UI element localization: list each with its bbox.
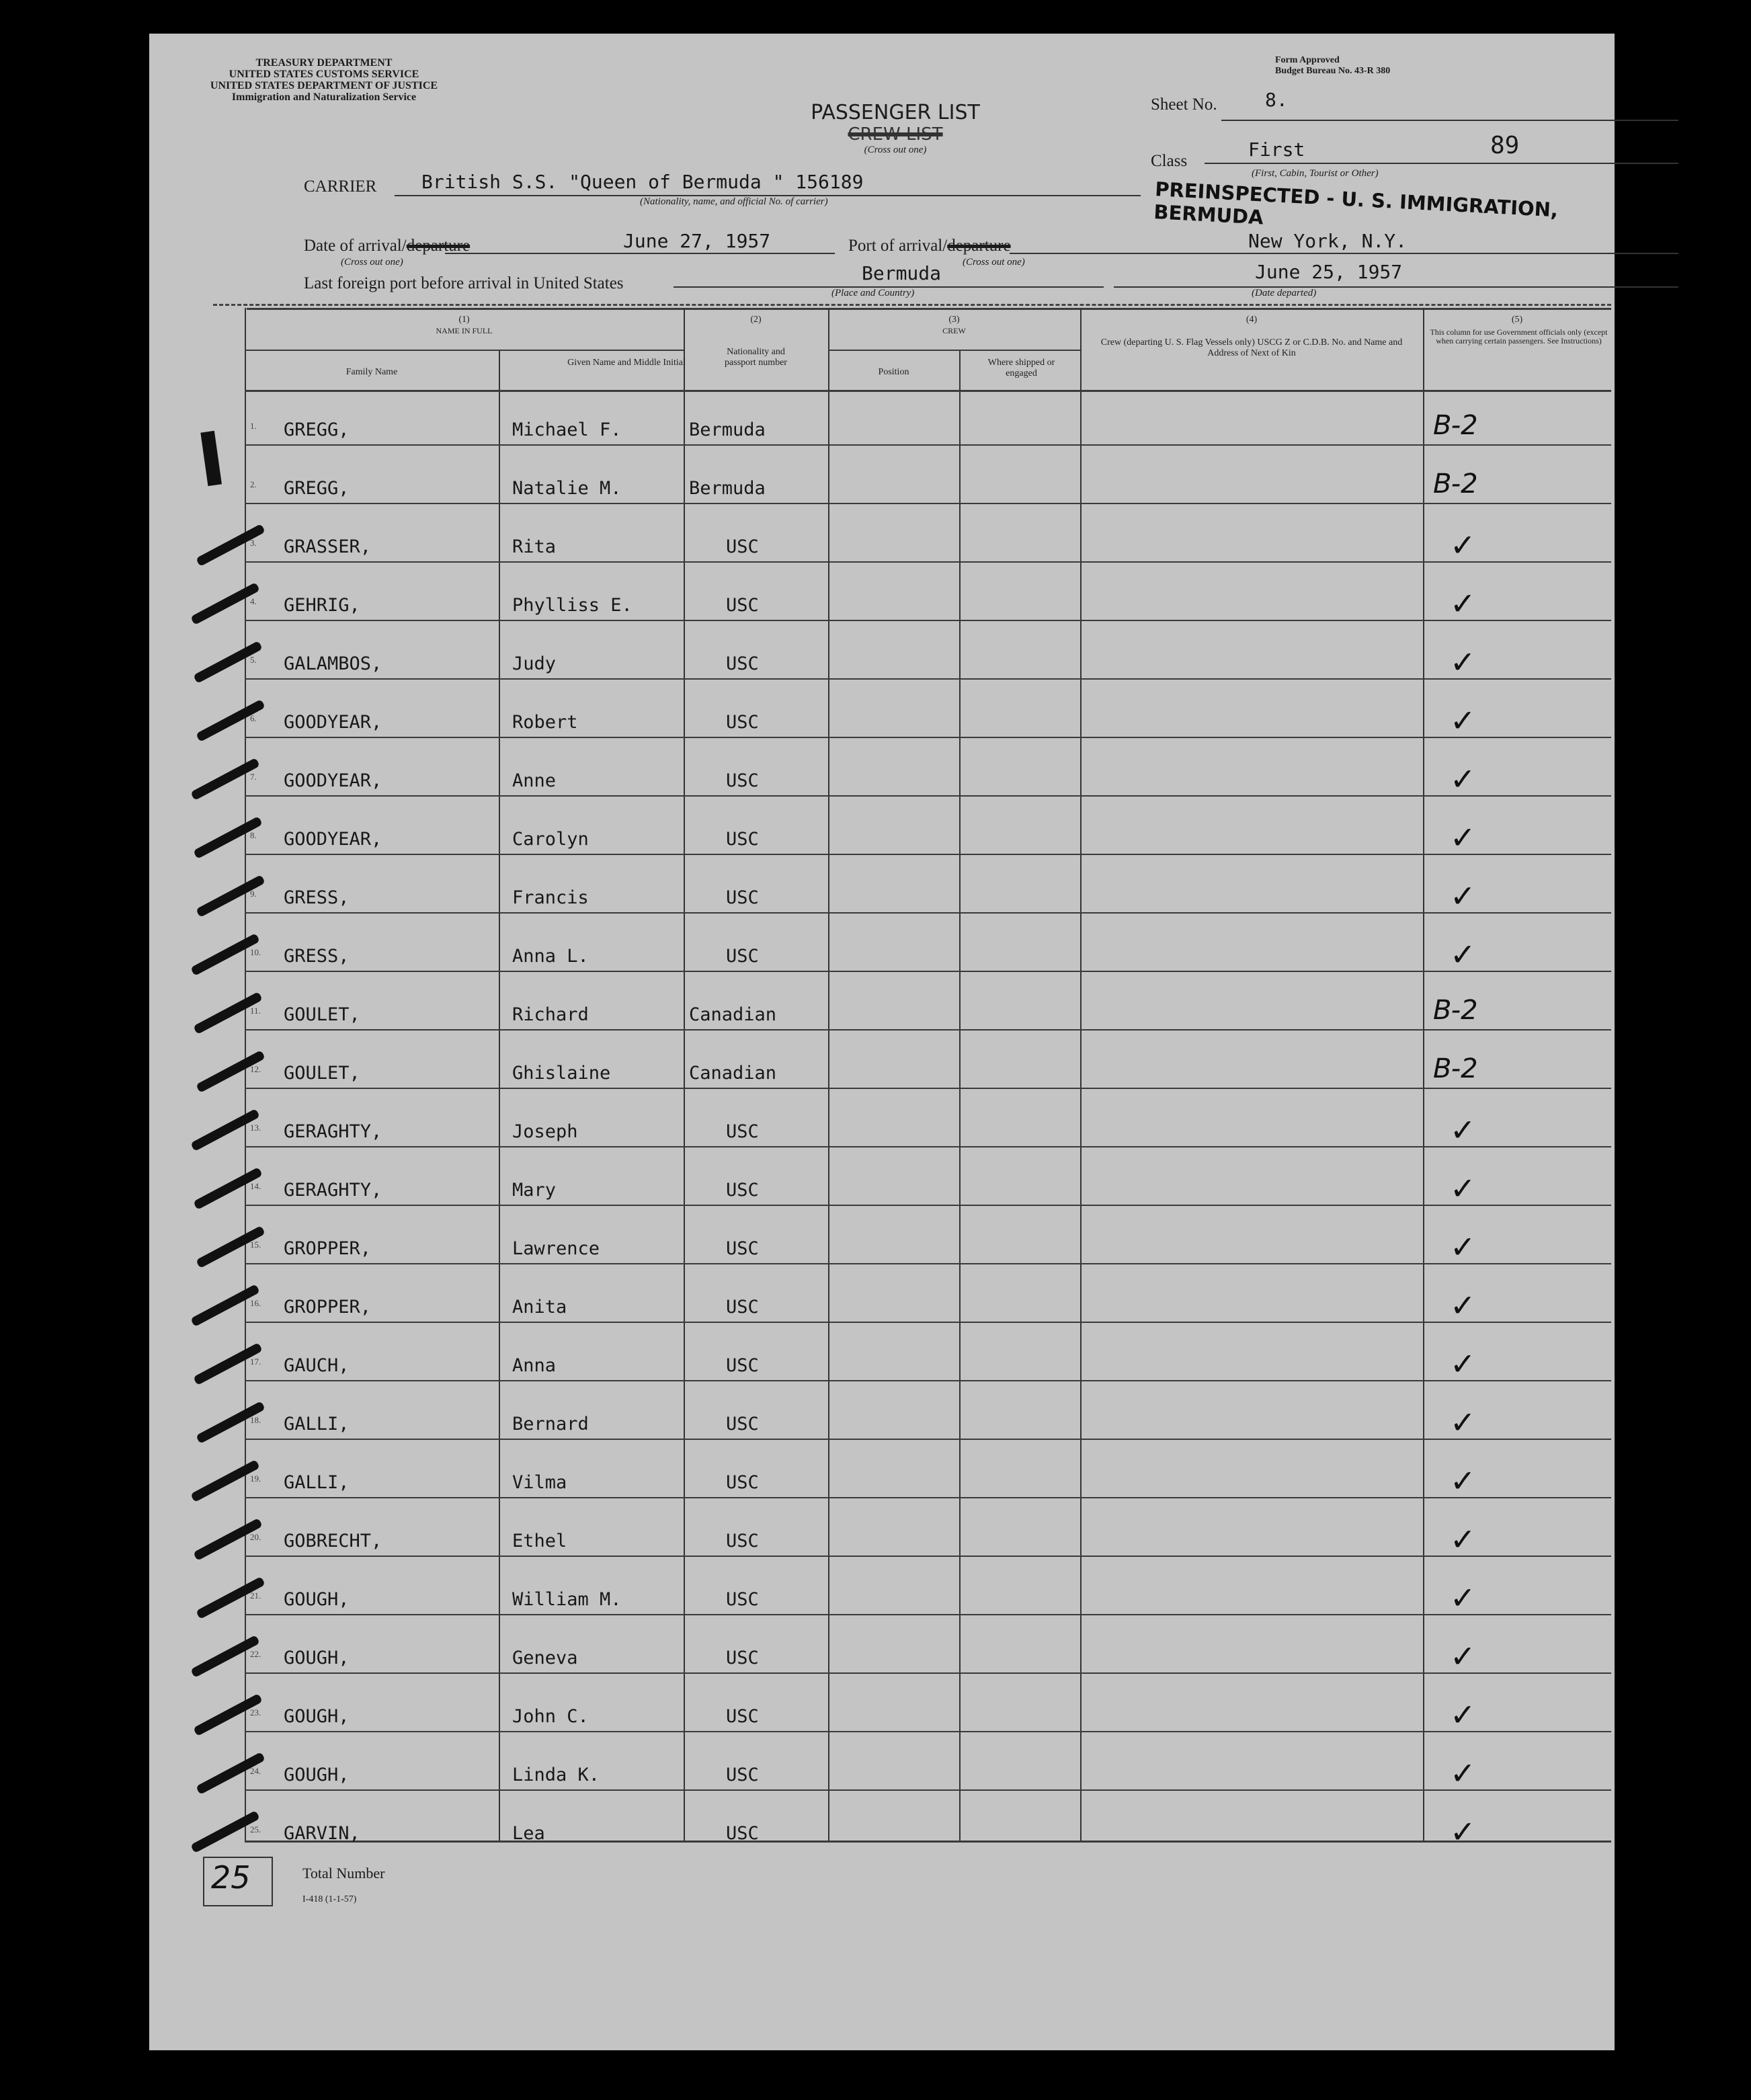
last-port-date-hint: (Date departed) — [1252, 288, 1317, 298]
row-number: 21. — [250, 1590, 261, 1601]
row-rule-7 — [245, 795, 1611, 797]
header-bottom-rule — [245, 390, 1611, 392]
port-arrival-label: Port of arrival/departure — [848, 237, 1011, 255]
tally-roman-one: I — [192, 415, 231, 505]
given-name: Michael F. — [512, 419, 622, 440]
nationality: USC — [726, 1121, 759, 1142]
row-number: 18. — [250, 1415, 261, 1425]
form-code: I-418 (1-1-57) — [302, 1894, 357, 1904]
family-name: GREGG, — [284, 478, 350, 499]
row-rule-11 — [245, 1029, 1611, 1031]
document-page — [149, 34, 1615, 2050]
given-name: Phylliss E. — [512, 595, 633, 616]
check-mark-icon: ✓ — [1450, 1697, 1476, 1733]
row-number: 10. — [250, 947, 261, 957]
nationality: USC — [726, 1706, 759, 1727]
row-rule-18 — [245, 1439, 1611, 1440]
given-name: Mary — [512, 1180, 557, 1201]
agency-line-3: UNITED STATES DEPARTMENT OF JUSTICE — [210, 80, 438, 91]
date-arrival-text: Date of arrival — [304, 237, 402, 255]
visa-class-mark: B-2 — [1433, 410, 1478, 441]
row-number: 5. — [250, 655, 257, 665]
check-mark-icon: ✓ — [1450, 585, 1476, 622]
port-arrival-text: Port of arrival — [848, 237, 943, 255]
page-number: 89 — [1490, 132, 1520, 159]
given-name: Anita — [512, 1297, 567, 1318]
title-block — [795, 101, 996, 156]
date-arrival-hint: (Cross out one) — [341, 257, 403, 268]
check-mark-icon: ✓ — [1450, 1580, 1476, 1616]
port-departure-crossed: departure — [947, 237, 1011, 255]
date-arrival-rule — [445, 253, 835, 254]
nationality: USC — [726, 1180, 759, 1201]
nationality: Bermuda — [689, 419, 766, 440]
port-arrival-hint: (Cross out one) — [963, 257, 1025, 268]
given-name: John C. — [512, 1706, 589, 1727]
last-port-rule — [674, 286, 1104, 288]
given-name: Bernard — [512, 1414, 589, 1435]
col1b-heading: Given Name and Middle Initial — [567, 358, 686, 368]
row-number: 8. — [250, 830, 257, 840]
check-mark-icon: ✓ — [1450, 1170, 1476, 1207]
row-rule-13 — [245, 1146, 1611, 1147]
col4-title: Crew (departing U. S. Flag Vessels only) USCG Z or C.D.B. No. and Name and Address of Next of Kin — [1100, 337, 1403, 358]
check-mark-icon: ✓ — [1450, 1521, 1476, 1558]
family-name: GALAMBOS, — [284, 653, 382, 674]
check-mark-icon: ✓ — [1450, 878, 1476, 914]
family-name: GALLI, — [284, 1472, 350, 1493]
col5-title: This column for use Government officials only (except when carrying certain passengers. See Instructions) — [1430, 327, 1608, 346]
col4-num: (4) — [1246, 315, 1258, 325]
given-name: Anna L. — [512, 946, 589, 967]
class-hint: (First, Cabin, Tourist or Other) — [1252, 168, 1379, 179]
col-divider-2 — [684, 308, 685, 1841]
last-port-hint: (Place and Country) — [831, 288, 915, 298]
carrier-value: British S.S. "Queen of Bermuda " 156189 — [421, 171, 864, 193]
nationality: USC — [726, 595, 759, 616]
row-rule-21 — [245, 1614, 1611, 1615]
nationality: USC — [726, 712, 759, 733]
row-number: 20. — [250, 1532, 261, 1542]
row-rule-25 — [245, 1841, 1611, 1843]
nationality: USC — [726, 1765, 759, 1785]
given-name: Geneva — [512, 1648, 578, 1668]
nationality: USC — [726, 1414, 759, 1435]
row-rule-19 — [245, 1497, 1611, 1498]
visa-class-mark: B-2 — [1433, 469, 1478, 499]
family-name: GROPPER, — [284, 1238, 372, 1259]
nationality: USC — [726, 653, 759, 674]
family-name: GOUGH, — [284, 1706, 350, 1727]
row-number: 7. — [250, 772, 257, 782]
row-rule-24 — [245, 1789, 1611, 1791]
col3b-heading: Where shipped or engaged — [987, 358, 1055, 378]
row-number: 24. — [250, 1766, 261, 1776]
row-number: 11. — [250, 1006, 261, 1016]
last-port-date-rule — [1114, 286, 1678, 288]
last-port-value: Bermuda — [862, 262, 942, 284]
check-mark-icon: ✓ — [1450, 819, 1476, 856]
given-name: Anna — [512, 1355, 557, 1376]
row-rule-20 — [245, 1556, 1611, 1557]
row-rule-12 — [245, 1088, 1611, 1089]
check-mark-icon: ✓ — [1450, 527, 1476, 563]
nationality: USC — [726, 1648, 759, 1668]
row-number: 25. — [250, 1824, 261, 1834]
col3a-heading: Position — [878, 367, 909, 377]
check-mark-icon: ✓ — [1450, 1638, 1476, 1674]
row-number: 16. — [250, 1298, 261, 1308]
given-name: Natalie M. — [512, 478, 622, 499]
col3-heading — [828, 315, 1080, 336]
row-rule-3 — [245, 561, 1611, 563]
visa-class-mark: B-2 — [1433, 995, 1478, 1026]
col2-num: (2) — [750, 315, 762, 325]
check-mark-icon: ✓ — [1450, 1287, 1476, 1324]
last-port-date: June 25, 1957 — [1255, 261, 1403, 283]
check-mark-icon: ✓ — [1450, 761, 1476, 797]
given-name: Judy — [512, 653, 557, 674]
col-divider-4 — [959, 350, 961, 1841]
row-number: 1. — [250, 421, 257, 431]
class-rule — [1205, 163, 1678, 164]
family-name: GOODYEAR, — [284, 829, 382, 850]
form-approved — [1275, 55, 1390, 77]
check-mark-icon: ✓ — [1450, 644, 1476, 680]
row-number: 19. — [250, 1473, 261, 1484]
table-top-rule-2 — [247, 308, 1611, 310]
given-name: Joseph — [512, 1121, 578, 1142]
sheet-rule — [1221, 120, 1678, 121]
row-rule-4 — [245, 620, 1611, 621]
nationality: USC — [726, 1238, 759, 1259]
row-number: 22. — [250, 1649, 261, 1659]
given-name: Carolyn — [512, 829, 589, 850]
form-approved-line1: Form Approved — [1275, 55, 1340, 65]
table-top-rule — [213, 304, 1611, 306]
visa-class-mark: B-2 — [1433, 1053, 1478, 1084]
family-name: GRESS, — [284, 887, 350, 908]
check-mark-icon: ✓ — [1450, 1755, 1476, 1791]
nationality: Bermuda — [689, 478, 766, 499]
given-name: Richard — [512, 1004, 589, 1025]
col1-title: NAME IN FULL — [436, 326, 493, 335]
col1a-heading: Family Name — [345, 367, 398, 377]
date-departure-crossed: departure — [406, 237, 471, 255]
given-name: Robert — [512, 712, 578, 733]
page-title: PASSENGER LIST — [811, 101, 980, 124]
col-divider-5 — [1080, 308, 1082, 1841]
family-name: GOBRECHT, — [284, 1531, 382, 1551]
row-rule-6 — [245, 737, 1611, 738]
row-rule-16 — [245, 1322, 1611, 1323]
check-mark-icon: ✓ — [1450, 936, 1476, 973]
family-name: GOODYEAR, — [284, 770, 382, 791]
row-number: 12. — [250, 1064, 261, 1074]
family-name: GERAGHTY, — [284, 1180, 382, 1201]
family-name: GROPPER, — [284, 1297, 372, 1318]
preinspected-stamp: PREINSPECTED - U. S. IMMIGRATION, BERMUDA — [1153, 177, 1559, 229]
check-mark-icon: ✓ — [1450, 1404, 1476, 1441]
row-number: 13. — [250, 1123, 261, 1133]
nationality: USC — [726, 946, 759, 967]
row-rule-14 — [245, 1205, 1611, 1206]
row-rule-17 — [245, 1380, 1611, 1381]
row-rule-8 — [245, 854, 1611, 855]
row-rule-5 — [245, 678, 1611, 680]
nationality: USC — [726, 1589, 759, 1610]
check-mark-icon: ✓ — [1450, 1229, 1476, 1265]
col1-num: (1) — [458, 315, 470, 325]
col3-sub-rule — [828, 350, 1080, 351]
nationality: USC — [726, 1355, 759, 1376]
row-rule-22 — [245, 1672, 1611, 1674]
agency-line-1: TREASURY DEPARTMENT — [255, 57, 393, 69]
family-name: GERAGHTY, — [284, 1121, 382, 1142]
family-name: GREGG, — [284, 419, 350, 440]
nationality: USC — [726, 829, 759, 850]
check-mark-icon: ✓ — [1450, 1346, 1476, 1382]
family-name: GRASSER, — [284, 536, 372, 557]
given-name: Linda K. — [512, 1765, 600, 1785]
row-rule-10 — [245, 971, 1611, 972]
last-port-label: Last foreign port before arrival in United States — [304, 274, 624, 292]
crossed-crew-list: CREW LIST — [848, 124, 943, 145]
row-number: 23. — [250, 1707, 261, 1718]
agency-block — [190, 57, 458, 103]
col3-title: CREW — [942, 326, 966, 335]
family-name: GALLI, — [284, 1414, 350, 1435]
col1-sub-rule — [245, 350, 684, 351]
agency-line-2: UNITED STATES CUSTOMS SERVICE — [229, 69, 419, 80]
col-divider-3 — [828, 308, 829, 1841]
family-name: GOUGH, — [284, 1589, 350, 1610]
check-mark-icon: ✓ — [1450, 1463, 1476, 1499]
row-number: 14. — [250, 1181, 261, 1191]
class-value: First — [1248, 138, 1305, 161]
given-name: Lea — [512, 1823, 545, 1844]
nationality: Canadian — [689, 1063, 777, 1084]
col3-num: (3) — [948, 315, 960, 325]
family-name: GOUGH, — [284, 1765, 350, 1785]
total-handwritten: 25 — [211, 1859, 251, 1896]
nationality: USC — [726, 770, 759, 791]
sheet-value: 8. — [1265, 89, 1288, 111]
title-hint: (Cross out one) — [864, 145, 927, 155]
class-label: Class — [1151, 152, 1188, 170]
row-rule-15 — [245, 1263, 1611, 1264]
nationality: USC — [726, 887, 759, 908]
given-name: Anne — [512, 770, 557, 791]
row-rule-9 — [245, 912, 1611, 914]
nationality: USC — [726, 1297, 759, 1318]
port-arrival-rule — [1010, 253, 1678, 254]
given-name: Ghislaine — [512, 1063, 611, 1084]
row-number: 17. — [250, 1357, 261, 1367]
check-mark-icon: ✓ — [1450, 1112, 1476, 1148]
port-arrival-value: New York, N.Y. — [1248, 230, 1408, 252]
check-mark-icon: ✓ — [1450, 1814, 1476, 1850]
given-name: Francis — [512, 887, 589, 908]
row-number: 3. — [250, 538, 257, 548]
given-name: Lawrence — [512, 1238, 600, 1259]
family-name: GOUGH, — [284, 1648, 350, 1668]
row-rule-1 — [245, 444, 1611, 446]
family-name: GRESS, — [284, 946, 350, 967]
row-number: 6. — [250, 713, 257, 723]
nationality: USC — [726, 1531, 759, 1551]
given-name: Rita — [512, 536, 557, 557]
carrier-label: CARRIER — [304, 177, 377, 196]
total-label: Total Number — [302, 1865, 385, 1882]
family-name: GOODYEAR, — [284, 712, 382, 733]
row-number: 4. — [250, 596, 257, 606]
col1-heading — [245, 315, 684, 336]
family-name: GOULET, — [284, 1004, 360, 1025]
row-rule-2 — [245, 503, 1611, 504]
date-arrival-value: June 27, 1957 — [623, 230, 771, 252]
col-divider-6 — [1423, 308, 1424, 1841]
given-name: Ethel — [512, 1531, 567, 1551]
nationality: USC — [726, 1472, 759, 1493]
nationality: USC — [726, 1823, 759, 1844]
carrier-hint: (Nationality, name, and official No. of carrier) — [640, 196, 828, 207]
row-rule-23 — [245, 1731, 1611, 1732]
family-name: GAUCH, — [284, 1355, 350, 1376]
sheet-label: Sheet No. — [1151, 95, 1217, 114]
col5-num: (5) — [1511, 315, 1523, 325]
agency-line-4: Immigration and Naturalization Service — [231, 91, 417, 103]
col2-title: Nationality and passport number — [725, 347, 787, 368]
family-name: GOULET, — [284, 1063, 360, 1084]
row-number: 2. — [250, 479, 257, 489]
given-name: Vilma — [512, 1472, 567, 1493]
form-approved-line2: Budget Bureau No. 43-R 380 — [1275, 66, 1391, 76]
row-number: 15. — [250, 1240, 261, 1250]
given-name: William M. — [512, 1589, 622, 1610]
nationality: USC — [726, 536, 759, 557]
nationality: Canadian — [689, 1004, 777, 1025]
family-name: GEHRIG, — [284, 595, 360, 616]
col-divider-1 — [499, 350, 500, 1841]
date-arrival-label: Date of arrival/departure — [304, 237, 471, 255]
family-name: GARVIN, — [284, 1823, 360, 1844]
row-number: 9. — [250, 889, 257, 899]
check-mark-icon: ✓ — [1450, 702, 1476, 739]
